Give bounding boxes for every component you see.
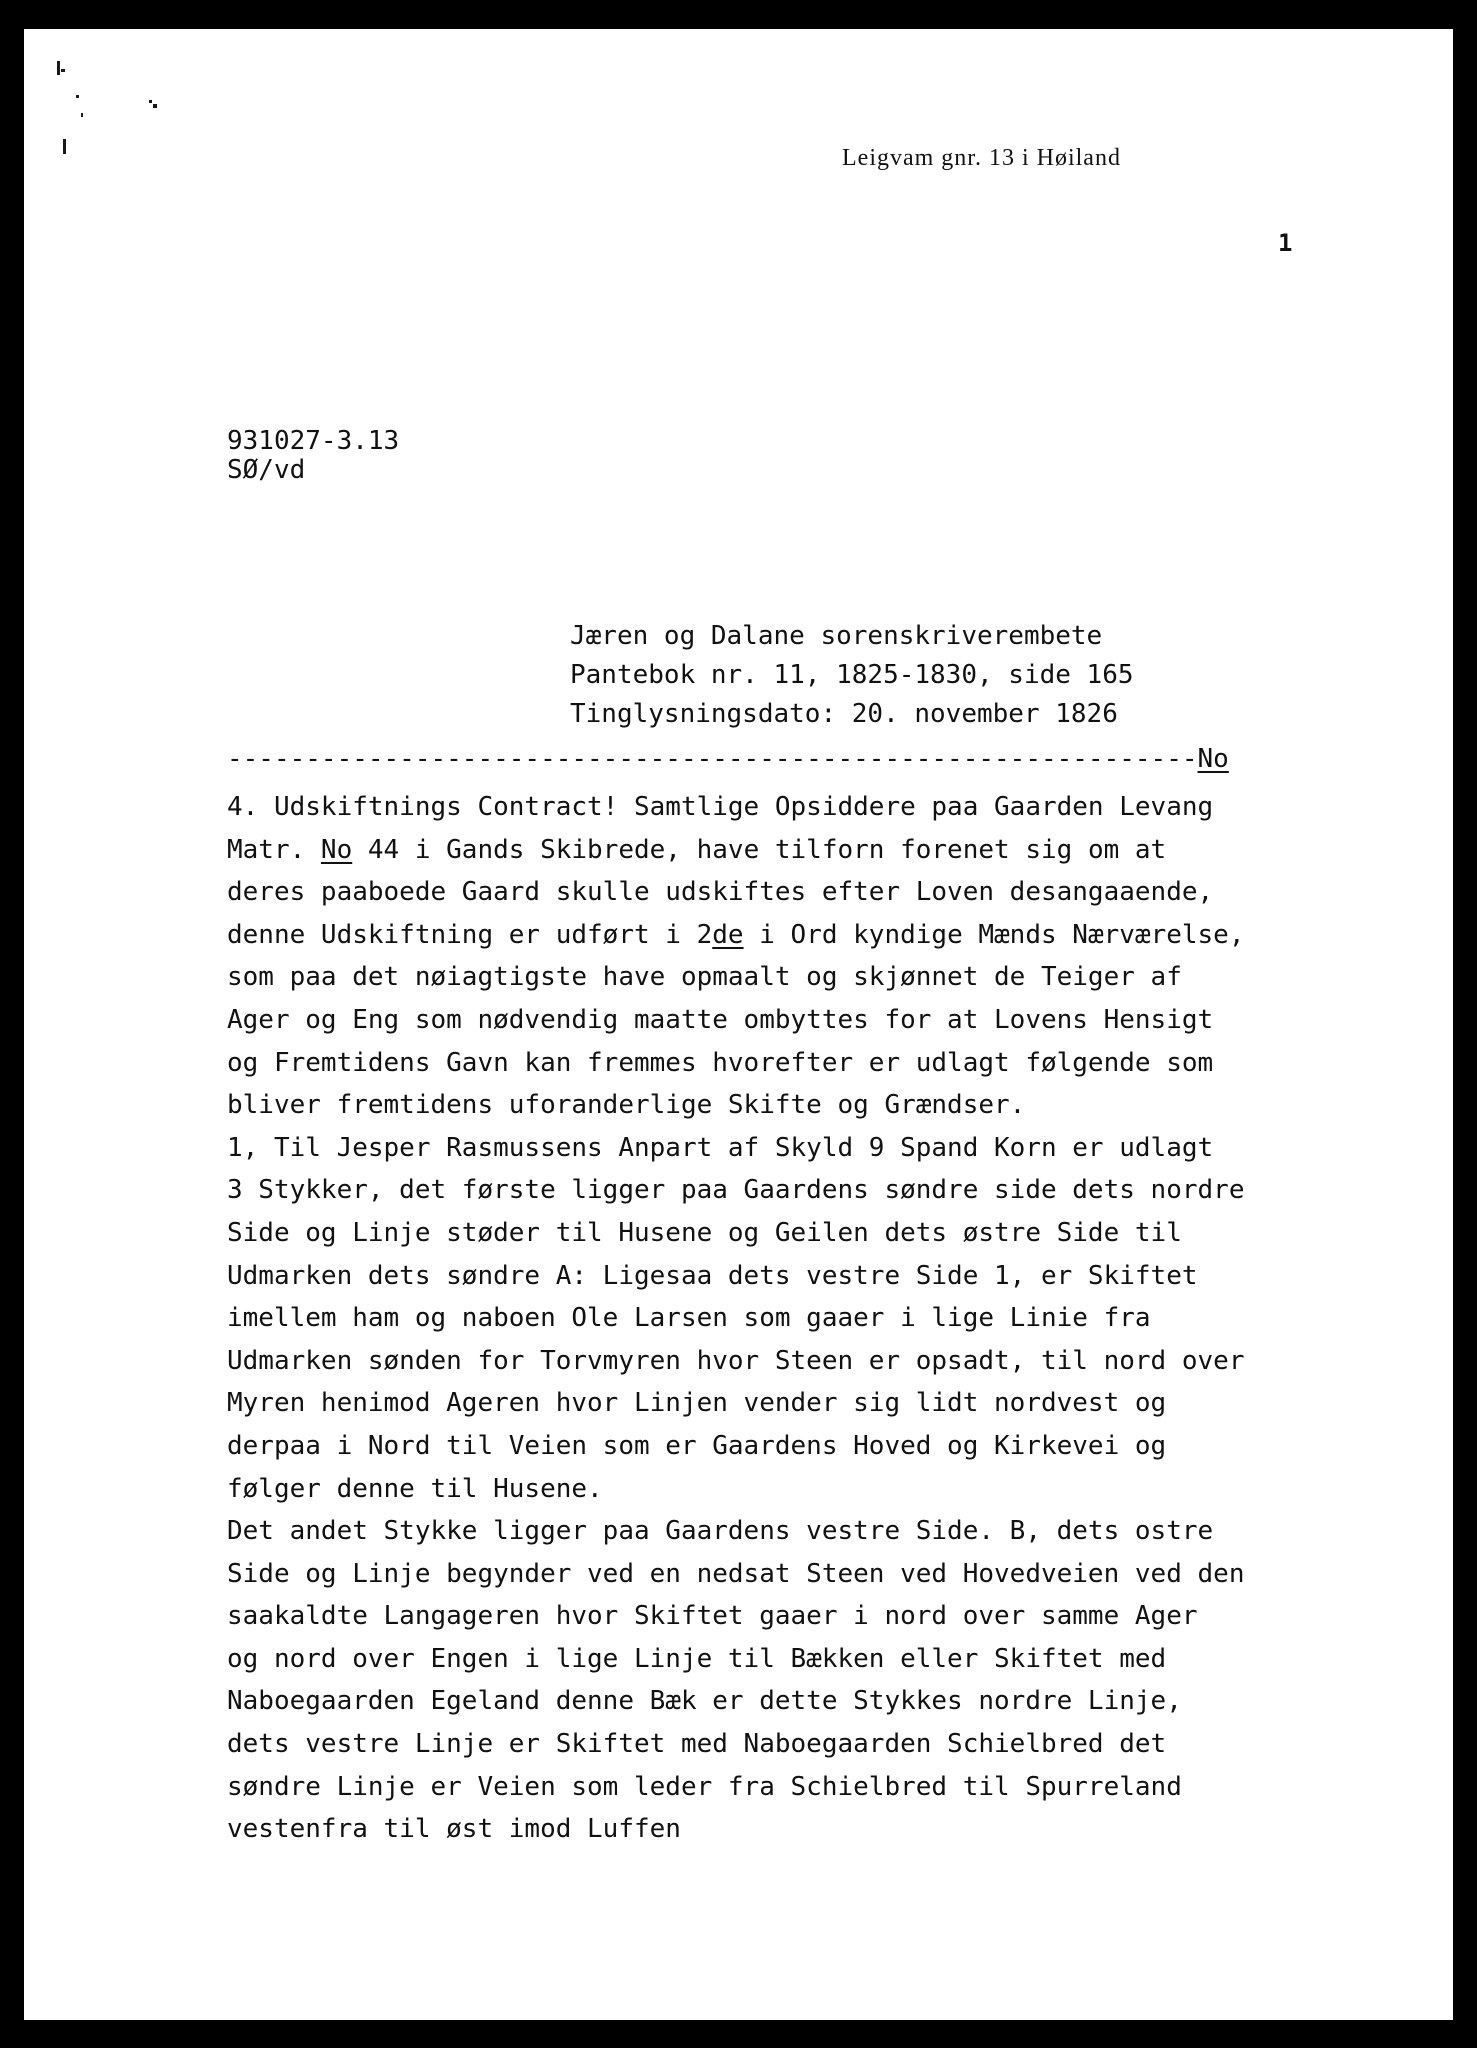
scan-mark — [81, 113, 83, 117]
scan-mark — [61, 69, 65, 72]
source-book: Pantebok nr. 11, 1825-1830, side 165 — [570, 660, 1134, 690]
text-segment: denne Udskiftning er udført i 2 — [227, 919, 713, 950]
divider-line — [227, 743, 1229, 775]
document-page — [24, 29, 1453, 2020]
document-header-title: Leigvam gnr. 13 i Høiland — [842, 145, 1121, 171]
text-line: imellem ham og naboen Ole Larsen som gaaer i lige Linie fra — [227, 1303, 1151, 1334]
text-segment: i Ord kyndige Mænds Nærværelse, — [743, 919, 1245, 950]
text-line — [227, 914, 1297, 957]
text-line — [227, 829, 1297, 872]
text-line: Myren henimod Ageren hvor Linjen vender sig lidt nordvest og — [227, 1388, 1167, 1419]
page-number: 1 — [1278, 229, 1293, 257]
text-line: vestenfra til øst imod Luffen — [227, 1814, 681, 1845]
text-line: deres paaboede Gaard skulle udskiftes efter Loven desangaaende, — [227, 877, 1214, 908]
text-line: Naboegaarden Egeland denne Bæk er dette Stykkes nordre Linje, — [227, 1686, 1182, 1717]
text-line: søndre Linje er Veien som leder fra Schielbred til Spurreland — [227, 1771, 1182, 1802]
underlined-abbreviation: de — [712, 919, 744, 950]
text-line: derpaa i Nord til Veien som er Gaardens Hoved og Kirkevei og — [227, 1430, 1167, 1461]
divider-dashes: -------------------------------------------------------------- — [227, 744, 1198, 774]
source-block — [570, 617, 1134, 734]
text-line: 4. Udskiftnings Contract! Samtlige Opsiddere paa Gaarden Levang — [227, 792, 1214, 822]
text-line: og nord over Engen i lige Linje til Bækken eller Skiftet med — [227, 1643, 1167, 1674]
text-line: Side og Linje begynder ved en nedsat Steen ved Hovedveien ved den — [227, 1558, 1245, 1589]
scan-mark — [57, 61, 60, 75]
reference-id: 931027-3.13 — [227, 426, 400, 456]
text-segment: Matr. — [227, 834, 321, 865]
transcription-body — [227, 786, 1297, 1851]
text-line: og Fremtidens Gavn kan fremmes hvorefter er udlagt følgende som — [227, 1047, 1214, 1078]
underlined-abbreviation: No — [320, 834, 353, 865]
text-line: Udmarken dets søndre A: Ligesaa dets vestre Side 1, er Skiftet — [227, 1260, 1198, 1291]
text-line: 3 Stykker, det første ligger paa Gaardens søndre side dets nordre — [227, 1175, 1245, 1206]
scan-mark — [76, 95, 79, 98]
text-line: bliver fremtidens uforanderlige Skifte og Grændser. — [227, 1090, 1026, 1121]
text-line: Side og Linje støder til Husene og Geilen dets østre Side til — [227, 1217, 1182, 1248]
divider-label: No — [1197, 744, 1229, 774]
text-line: 1, Til Jesper Rasmussens Anpart af Skyld 9 Spand Korn er udlagt — [227, 1132, 1214, 1163]
text-segment: 44 i Gands Skibrede, have tilforn forenet sig om at — [352, 834, 1167, 865]
scan-mark — [153, 104, 157, 108]
scan-mark — [149, 100, 152, 103]
text-line: Udmarken sønden for Torvmyren hvor Steen er opsadt, til nord over — [227, 1345, 1245, 1376]
text-line: Ager og Eng som nødvendig maatte ombyttes for at Lovens Hensigt — [227, 1004, 1214, 1035]
text-line: Det andet Stykke ligger paa Gaardens vestre Side. B, dets ostre — [227, 1516, 1214, 1547]
source-office: Jæren og Dalane sorenskriverembete — [570, 621, 1103, 651]
reference-block — [227, 427, 399, 485]
text-line: dets vestre Linje er Skiftet med Naboegaarden Schielbred det — [227, 1729, 1167, 1760]
text-line: som paa det nøiagtigste have opmaalt og skjønnet de Teiger af — [227, 962, 1182, 993]
text-line: følger denne til Husene. — [227, 1473, 603, 1504]
reference-initials: SØ/vd — [227, 455, 306, 485]
text-line: saakaldte Langageren hvor Skiftet gaaer i nord over samme Ager — [227, 1601, 1198, 1632]
source-date: Tinglysningsdato: 20. november 1826 — [570, 699, 1118, 729]
scan-mark — [63, 139, 66, 154]
